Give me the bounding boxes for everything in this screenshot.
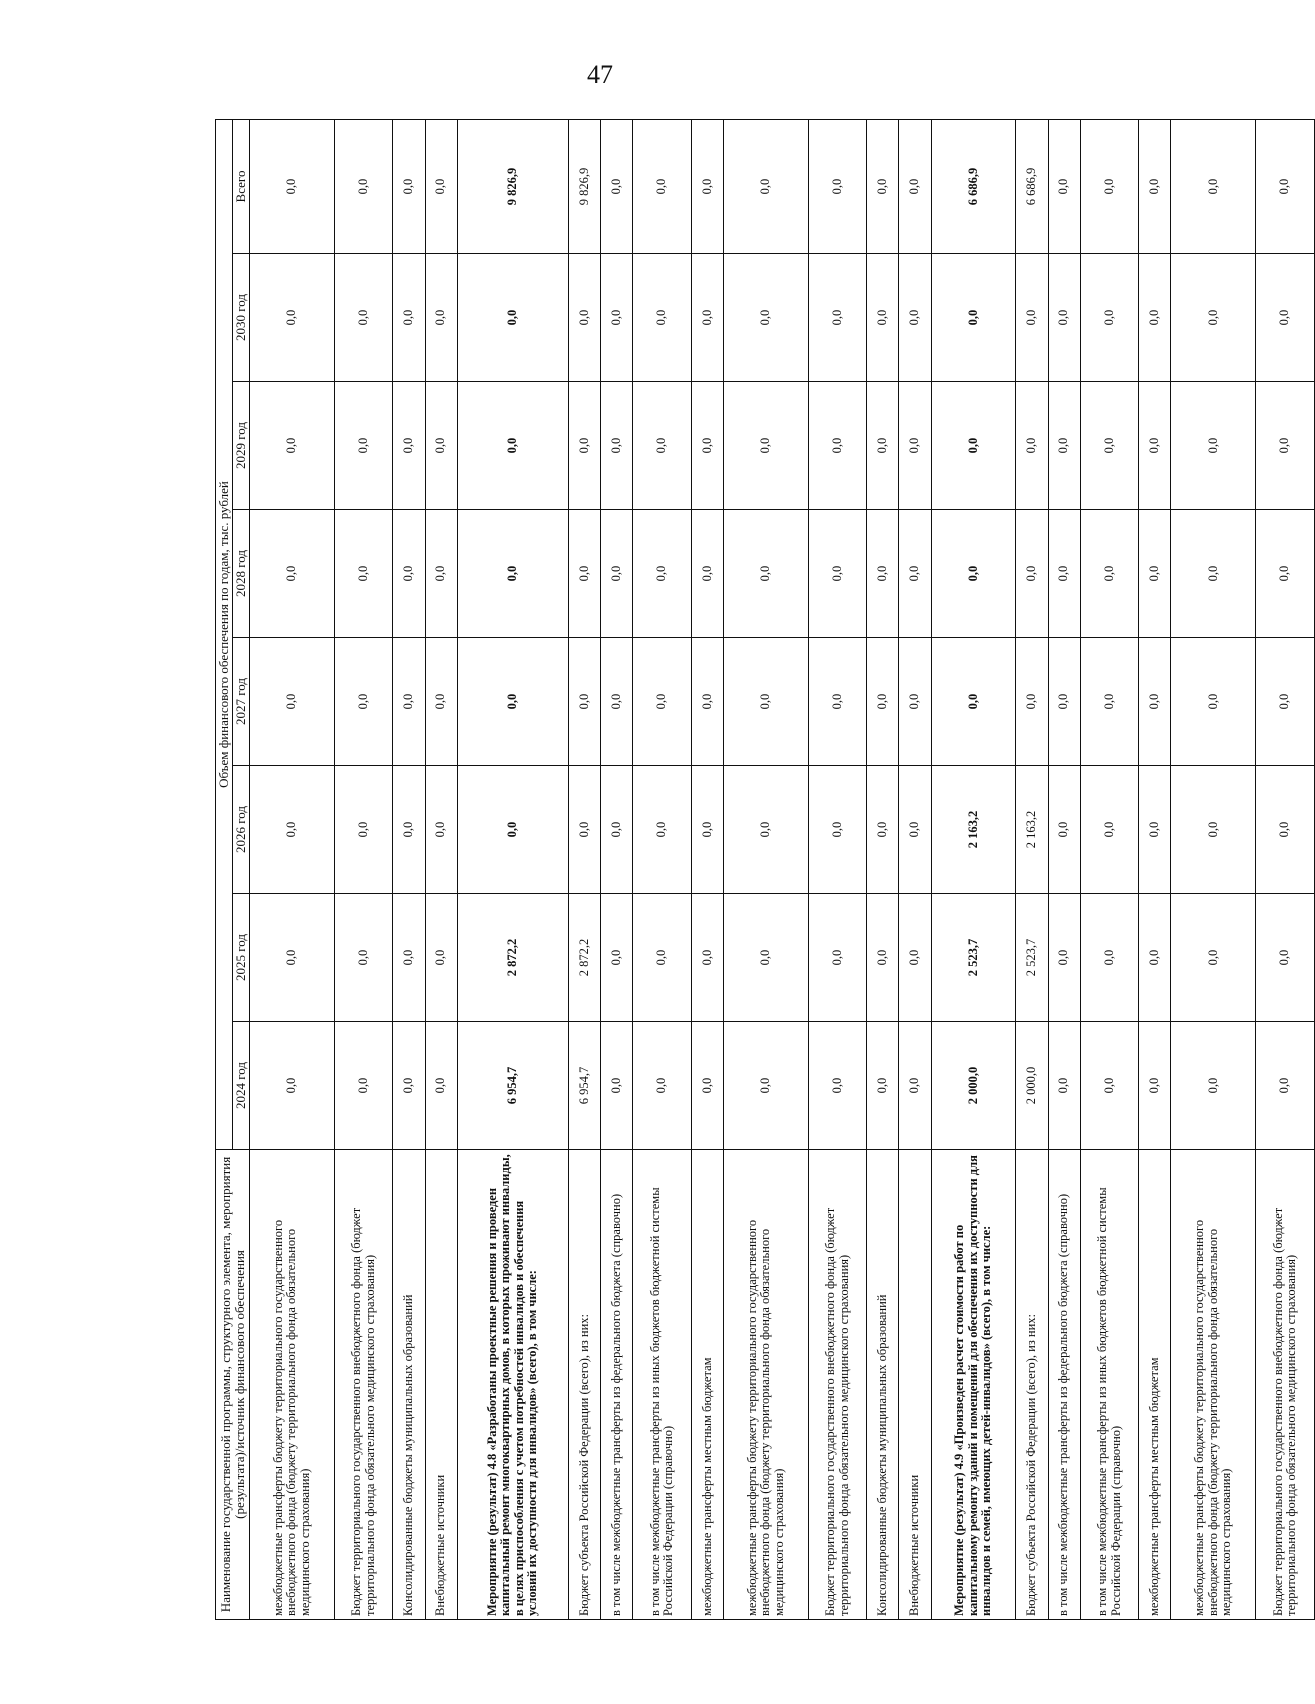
row-value-cell: 0,0 <box>1016 382 1048 510</box>
row-value-cell: 0,0 <box>1080 254 1139 382</box>
header-year: 2026 год <box>233 766 250 894</box>
table-row <box>250 119 335 1619</box>
row-value-cell: 0,0 <box>393 766 425 894</box>
row-value-cell: 0,0 <box>633 766 692 894</box>
row-value-cell: 2 163,2 <box>931 766 1016 894</box>
header-year: 2029 год <box>233 382 250 510</box>
row-value-cell: 0,0 <box>425 1022 457 1150</box>
row-value-cell: 0,0 <box>1171 510 1256 638</box>
row-value-cell: 0,0 <box>691 382 723 510</box>
row-name-cell: межбюджетные трансферты местным бюджетам <box>691 1150 723 1620</box>
row-name-cell: межбюджетные трансферты бюджету территориального государственного внебюджетного фонда (бюджету территориального фонда обязательного медицинского страхования) <box>723 1150 808 1620</box>
row-value-cell: 0,0 <box>808 382 867 510</box>
row-value-cell: 0,0 <box>899 1022 931 1150</box>
row-name-cell: Консолидированные бюджеты муниципальных образований <box>867 1150 899 1620</box>
row-value-cell: 6 954,7 <box>457 1022 568 1150</box>
row-value-cell: 6 954,7 <box>568 1022 600 1150</box>
row-value-cell: 2 163,2 <box>1016 766 1048 894</box>
row-value-cell: 0,0 <box>1016 254 1048 382</box>
row-value-cell: 0,0 <box>250 1022 335 1150</box>
row-value-cell: 0,0 <box>1256 894 1315 1022</box>
row-total-cell: 0,0 <box>808 119 867 253</box>
row-value-cell: 0,0 <box>867 1022 899 1150</box>
row-value-cell: 0,0 <box>457 638 568 766</box>
row-total-cell: 0,0 <box>723 119 808 253</box>
table-row <box>568 119 600 1619</box>
row-value-cell: 0,0 <box>899 638 931 766</box>
table-row <box>723 119 808 1619</box>
row-total-cell: 0,0 <box>867 119 899 253</box>
row-value-cell: 0,0 <box>1256 766 1315 894</box>
table-row <box>691 119 723 1619</box>
row-value-cell: 0,0 <box>1171 894 1256 1022</box>
row-value-cell: 0,0 <box>723 254 808 382</box>
row-value-cell: 0,0 <box>691 894 723 1022</box>
row-value-cell: 0,0 <box>1171 638 1256 766</box>
table-row <box>601 119 633 1619</box>
row-value-cell: 0,0 <box>633 1022 692 1150</box>
row-value-cell: 0,0 <box>633 382 692 510</box>
row-value-cell: 0,0 <box>425 510 457 638</box>
row-value-cell: 0,0 <box>723 638 808 766</box>
row-name-cell: в том числе межбюджетные трансферты из федерального бюджета (справочно) <box>601 1150 633 1620</box>
table-row <box>867 119 899 1619</box>
row-value-cell: 2 523,7 <box>1016 894 1048 1022</box>
row-value-cell: 0,0 <box>334 382 393 510</box>
row-name-cell: Внебюджетные источники <box>425 1150 457 1620</box>
header-year: 2030 год <box>233 254 250 382</box>
row-value-cell: 0,0 <box>1048 766 1080 894</box>
row-value-cell: 0,0 <box>867 894 899 1022</box>
row-value-cell: 0,0 <box>457 382 568 510</box>
row-value-cell: 0,0 <box>457 510 568 638</box>
row-value-cell: 2 000,0 <box>1016 1022 1048 1150</box>
header-row-1 <box>216 119 233 1619</box>
row-value-cell: 0,0 <box>1171 254 1256 382</box>
row-value-cell: 0,0 <box>1080 766 1139 894</box>
row-value-cell: 0,0 <box>867 766 899 894</box>
row-value-cell: 0,0 <box>425 638 457 766</box>
row-value-cell: 0,0 <box>723 894 808 1022</box>
row-total-cell: 0,0 <box>1171 119 1256 253</box>
row-value-cell: 0,0 <box>1256 254 1315 382</box>
row-total-cell: 0,0 <box>425 119 457 253</box>
table-row <box>1048 119 1080 1619</box>
header-year: 2027 год <box>233 638 250 766</box>
row-name-cell: Бюджет территориального государственного внебюджетного фонда (бюджет территориального фонда обязательного медицинского страхования) <box>1256 1150 1315 1620</box>
row-value-cell: 0,0 <box>250 510 335 638</box>
row-value-cell: 0,0 <box>1256 382 1315 510</box>
row-value-cell: 0,0 <box>1256 510 1315 638</box>
row-value-cell: 0,0 <box>601 766 633 894</box>
row-value-cell: 0,0 <box>250 638 335 766</box>
row-value-cell: 0,0 <box>334 1022 393 1150</box>
row-value-cell: 0,0 <box>899 766 931 894</box>
row-value-cell: 0,0 <box>691 638 723 766</box>
row-value-cell: 0,0 <box>931 510 1016 638</box>
row-total-cell: 0,0 <box>601 119 633 253</box>
row-value-cell: 0,0 <box>1256 1022 1315 1150</box>
row-value-cell: 0,0 <box>723 766 808 894</box>
row-value-cell: 0,0 <box>633 894 692 1022</box>
row-total-cell: 0,0 <box>633 119 692 253</box>
row-value-cell: 0,0 <box>1171 382 1256 510</box>
row-value-cell: 0,0 <box>867 254 899 382</box>
row-value-cell: 0,0 <box>1016 638 1048 766</box>
row-value-cell: 0,0 <box>808 766 867 894</box>
row-value-cell: 0,0 <box>425 894 457 1022</box>
row-value-cell: 0,0 <box>1139 894 1171 1022</box>
row-value-cell: 0,0 <box>931 254 1016 382</box>
row-value-cell: 0,0 <box>691 1022 723 1150</box>
row-value-cell: 0,0 <box>568 766 600 894</box>
row-value-cell: 0,0 <box>723 382 808 510</box>
row-name-cell: межбюджетные трансферты местным бюджетам <box>1139 1150 1171 1620</box>
table-row <box>1016 119 1048 1619</box>
row-total-cell: 9 826,9 <box>568 119 600 253</box>
table-row <box>1256 119 1315 1619</box>
row-name-cell: в том числе межбюджетные трансферты из иных бюджетов бюджетной системы Российской Федерации (справочно) <box>1080 1150 1139 1620</box>
row-value-cell: 0,0 <box>601 254 633 382</box>
table-row <box>1171 119 1256 1619</box>
row-value-cell: 0,0 <box>1048 1022 1080 1150</box>
row-value-cell: 0,0 <box>393 894 425 1022</box>
row-value-cell: 2 872,2 <box>457 894 568 1022</box>
table-row <box>808 119 867 1619</box>
row-value-cell: 0,0 <box>1139 638 1171 766</box>
row-value-cell: 0,0 <box>568 638 600 766</box>
row-value-cell: 0,0 <box>250 254 335 382</box>
row-total-cell: 9 826,9 <box>457 119 568 253</box>
row-value-cell: 0,0 <box>808 894 867 1022</box>
row-value-cell: 0,0 <box>808 1022 867 1150</box>
row-name-cell: Внебюджетные источники <box>899 1150 931 1620</box>
row-value-cell: 0,0 <box>899 510 931 638</box>
table-body <box>250 119 1315 1619</box>
table-row <box>393 119 425 1619</box>
row-name-cell: Бюджет территориального государственного внебюджетного фонда (бюджет территориального фонда обязательного медицинского страхования) <box>334 1150 393 1620</box>
row-value-cell: 0,0 <box>568 382 600 510</box>
row-name-cell: Бюджет территориального государственного внебюджетного фонда (бюджет территориального фонда обязательного медицинского страхования) <box>808 1150 867 1620</box>
header-volume-cell: Объем финансового обеспечения по годам, тыс. рублей <box>216 119 233 1149</box>
header-year: 2024 год <box>233 1022 250 1150</box>
row-value-cell: 0,0 <box>425 254 457 382</box>
row-value-cell: 0,0 <box>808 254 867 382</box>
table-row <box>457 119 568 1619</box>
table-row <box>1080 119 1139 1619</box>
row-value-cell: 0,0 <box>1139 1022 1171 1150</box>
table-row <box>425 119 457 1619</box>
row-total-cell: 6 686,9 <box>931 119 1016 253</box>
row-value-cell: 0,0 <box>601 894 633 1022</box>
row-value-cell: 0,0 <box>808 510 867 638</box>
row-value-cell: 0,0 <box>1048 510 1080 638</box>
row-value-cell: 0,0 <box>1016 510 1048 638</box>
row-value-cell: 0,0 <box>334 638 393 766</box>
row-value-cell: 0,0 <box>1048 254 1080 382</box>
table-row <box>334 119 393 1619</box>
page-number: 47 <box>587 60 613 89</box>
row-value-cell: 0,0 <box>1048 382 1080 510</box>
row-value-cell: 0,0 <box>867 638 899 766</box>
row-value-cell: 0,0 <box>1139 254 1171 382</box>
row-value-cell: 0,0 <box>1171 1022 1256 1150</box>
row-total-cell: 0,0 <box>393 119 425 253</box>
table-row <box>899 119 931 1619</box>
row-name-cell: межбюджетные трансферты бюджету территориального государственного внебюджетного фонда (бюджету территориального фонда обязательного медицинского страхования) <box>250 1150 335 1620</box>
row-name-cell: Бюджет субъекта Российской Федерации (всего), из них: <box>568 1150 600 1620</box>
row-name-cell: межбюджетные трансферты бюджету территориального государственного внебюджетного фонда (бюджету территориального фонда обязательного медицинского страхования) <box>1171 1150 1256 1620</box>
row-value-cell: 0,0 <box>931 382 1016 510</box>
row-value-cell: 0,0 <box>334 894 393 1022</box>
row-value-cell: 0,0 <box>808 638 867 766</box>
row-value-cell: 0,0 <box>334 766 393 894</box>
row-value-cell: 0,0 <box>633 510 692 638</box>
row-value-cell: 0,0 <box>899 894 931 1022</box>
row-value-cell: 0,0 <box>867 510 899 638</box>
row-value-cell: 0,0 <box>931 638 1016 766</box>
row-value-cell: 0,0 <box>1080 510 1139 638</box>
row-value-cell: 0,0 <box>250 382 335 510</box>
row-value-cell: 0,0 <box>601 382 633 510</box>
row-value-cell: 0,0 <box>601 1022 633 1150</box>
row-value-cell: 0,0 <box>568 510 600 638</box>
row-name-cell: в том числе межбюджетные трансферты из иных бюджетов бюджетной системы Российской Федерации (справочно) <box>633 1150 692 1620</box>
row-total-cell: 0,0 <box>691 119 723 253</box>
row-value-cell: 0,0 <box>633 254 692 382</box>
row-name-cell: Мероприятие (результат) 4.8 «Разработаны проектные решения и проведен капитальный ремонт многоквартирных домов, в которых проживают инвалиды, в целях приспособления с учетом потребностей инвалидов и обеспечения условий их доступности для инвалидов» (всего), в том числе: <box>457 1150 568 1620</box>
row-value-cell: 0,0 <box>393 254 425 382</box>
row-name-cell: Мероприятие (результат) 4.9 «Произведен расчет стоимости работ по капитальному ремонту зданий и помещений для обеспечения их доступности для инвалидов и семей, имеющих детей-инвалидов» (всего), в том числе: <box>931 1150 1016 1620</box>
row-value-cell: 0,0 <box>1139 382 1171 510</box>
row-value-cell: 0,0 <box>393 382 425 510</box>
row-value-cell: 0,0 <box>1139 510 1171 638</box>
header-name-cell: Наименование государственной программы, структурного элемента, мероприятия (результата)/источник финансового обеспечения <box>216 1150 250 1620</box>
row-value-cell: 0,0 <box>723 510 808 638</box>
row-value-cell: 0,0 <box>250 894 335 1022</box>
row-value-cell: 0,0 <box>691 254 723 382</box>
row-value-cell: 0,0 <box>899 254 931 382</box>
row-value-cell: 0,0 <box>425 766 457 894</box>
financing-table <box>215 119 1315 1620</box>
header-year: 2028 год <box>233 510 250 638</box>
table-row <box>931 119 1016 1619</box>
row-value-cell: 0,0 <box>1171 766 1256 894</box>
row-value-cell: 0,0 <box>457 254 568 382</box>
row-total-cell: 0,0 <box>1048 119 1080 253</box>
row-value-cell: 0,0 <box>334 254 393 382</box>
row-value-cell: 0,0 <box>1139 766 1171 894</box>
table-row <box>1139 119 1171 1619</box>
row-total-cell: 0,0 <box>1256 119 1315 253</box>
row-value-cell: 2 000,0 <box>931 1022 1016 1150</box>
row-name-cell: Бюджет субъекта Российской Федерации (всего), из них: <box>1016 1150 1048 1620</box>
row-value-cell: 0,0 <box>691 510 723 638</box>
row-value-cell: 0,0 <box>393 510 425 638</box>
row-value-cell: 0,0 <box>425 382 457 510</box>
row-value-cell: 0,0 <box>601 510 633 638</box>
row-total-cell: 0,0 <box>1080 119 1139 253</box>
row-name-cell: Консолидированные бюджеты муниципальных образований <box>393 1150 425 1620</box>
row-value-cell: 0,0 <box>691 766 723 894</box>
row-value-cell: 0,0 <box>1080 382 1139 510</box>
rotated-table-container <box>215 120 1315 1620</box>
row-value-cell: 0,0 <box>1048 894 1080 1022</box>
row-name-cell: в том числе межбюджетные трансферты из федерального бюджета (справочно) <box>1048 1150 1080 1620</box>
row-total-cell: 0,0 <box>899 119 931 253</box>
row-total-cell: 0,0 <box>334 119 393 253</box>
header-total: Всего <box>233 119 250 253</box>
row-value-cell: 2 872,2 <box>568 894 600 1022</box>
row-value-cell: 0,0 <box>457 766 568 894</box>
row-value-cell: 0,0 <box>393 1022 425 1150</box>
row-value-cell: 0,0 <box>1080 1022 1139 1150</box>
row-value-cell: 0,0 <box>633 638 692 766</box>
row-value-cell: 0,0 <box>1048 638 1080 766</box>
row-total-cell: 0,0 <box>250 119 335 253</box>
row-value-cell: 0,0 <box>568 254 600 382</box>
row-value-cell: 0,0 <box>723 1022 808 1150</box>
row-value-cell: 2 523,7 <box>931 894 1016 1022</box>
row-value-cell: 0,0 <box>1080 638 1139 766</box>
row-value-cell: 0,0 <box>334 510 393 638</box>
row-value-cell: 0,0 <box>1080 894 1139 1022</box>
row-value-cell: 0,0 <box>250 766 335 894</box>
header-year: 2025 год <box>233 894 250 1022</box>
row-total-cell: 0,0 <box>1139 119 1171 253</box>
row-value-cell: 0,0 <box>393 638 425 766</box>
row-total-cell: 6 686,9 <box>1016 119 1048 253</box>
table-row <box>633 119 692 1619</box>
row-value-cell: 0,0 <box>1256 638 1315 766</box>
row-value-cell: 0,0 <box>867 382 899 510</box>
row-value-cell: 0,0 <box>601 638 633 766</box>
row-value-cell: 0,0 <box>899 382 931 510</box>
